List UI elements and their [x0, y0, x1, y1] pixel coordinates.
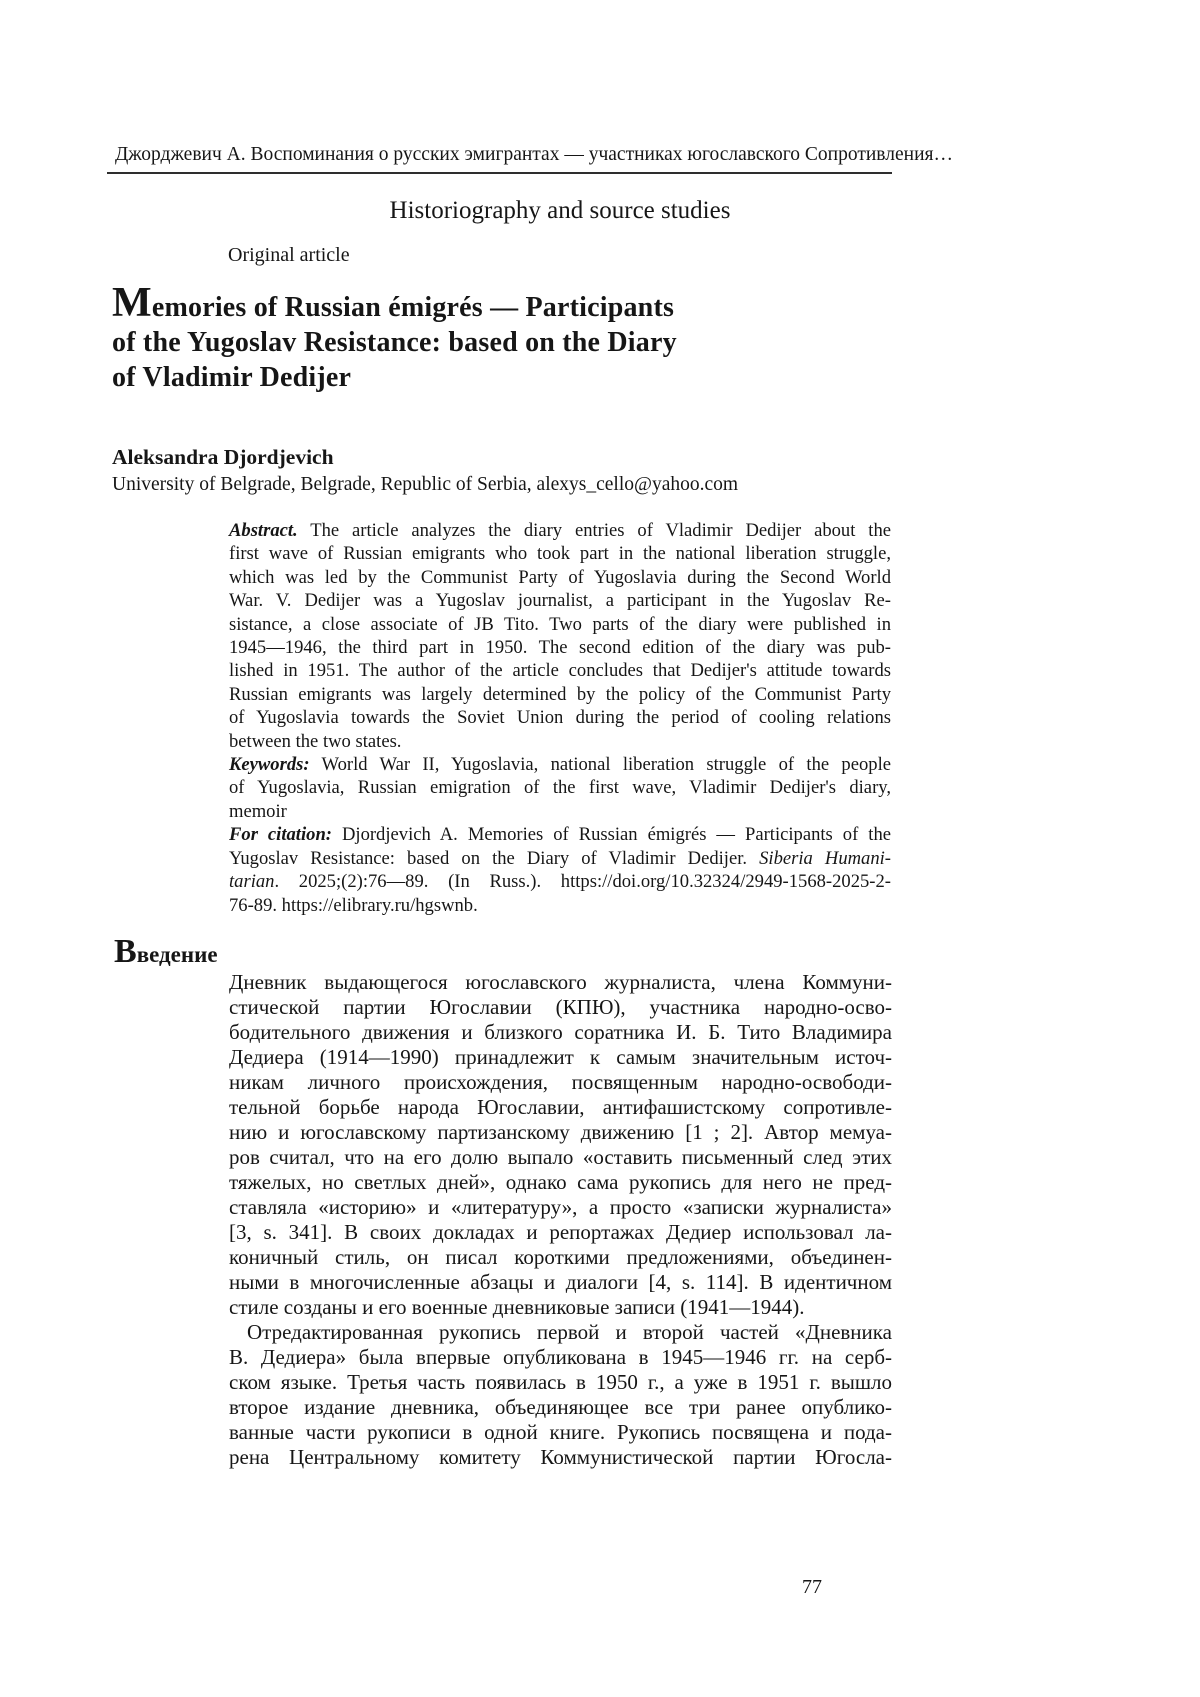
citation-paragraph [229, 823, 891, 917]
text-line: ными в многочисленные абзацы и диалоги [4, s. 114]. В идентичном [229, 1270, 892, 1294]
text-line: тельной борьбе народа Югославии, антифашистскому сопротивле- [229, 1095, 892, 1119]
section-heading: Historiography and source studies [389, 197, 731, 224]
text-line: никам личного происхождения, посвященным народно-освободи- [229, 1070, 892, 1094]
running-head [107, 144, 953, 174]
title-line: of the Yugoslav Resistance: based on the Diary [112, 327, 677, 358]
text-line: нию и югославскому партизанскому движению [1 ; 2]. Автор мемуа- [229, 1120, 892, 1144]
text-line: бодительного движения и близкого соратника И. Б. Тито Владимира [229, 1020, 892, 1044]
text-line: tarian. 2025;(2):76—89. (In Russ.). https://doi.org/10.32324/2949-1568-2025-2- [229, 871, 891, 893]
text-line: Abstract. The article analyzes the diary entries of Vladimir Dedijer about the [229, 520, 891, 541]
title-line [112, 280, 842, 326]
text-line: of Yugoslavia, Russian emigration of the first wave, Vladimir Dedijer's diary, [229, 777, 891, 799]
body-paragraph [229, 1320, 892, 1470]
author-affiliation: University of Belgrade, Belgrade, Republic of Serbia, alexys_cello@yahoo.com [112, 474, 739, 495]
text-line: [3, s. 341]. В своих докладах и репортажах Дедиер использовал ла- [229, 1220, 892, 1244]
text-line: War. V. Dedijer was a Yugoslav journalist, a participant in the Yugoslav Re- [229, 590, 891, 612]
text-line: sistance, a close associate of JB Tito. Two parts of the diary were published in [229, 613, 891, 635]
introduction-heading-text: ведение [136, 942, 218, 967]
text-line: Keywords: World War II, Yugoslavia, national liberation struggle of the people [229, 754, 891, 776]
text-line: ском языке. Третья часть появилась в 1950 г., а уже в 1951 г. вышло [229, 1370, 892, 1394]
body-paragraph [229, 970, 892, 1320]
text-line: стической партии Югославии (КПЮ), участника народно-осво- [229, 995, 892, 1019]
text-line: Дедиера (1914—1990) принадлежит к самым значительным источ- [229, 1045, 892, 1069]
introduction-drop-cap: В [114, 933, 137, 970]
introduction-section [229, 970, 892, 1470]
text-line: Отредактированная рукопись первой и второй частей «Дневника [247, 1320, 892, 1344]
text-line: memoir [229, 800, 287, 822]
text-line: of Yugoslavia towards the Soviet Union during the period of cooling relations [229, 707, 891, 729]
text-line: рена Центральному комитету Коммунистической партии Югосла- [229, 1445, 892, 1469]
page-number: 77 [802, 1576, 822, 1598]
text-line: второе издание дневника, объединяющее все три ранее опублико- [229, 1395, 892, 1419]
introduction-heading [114, 932, 218, 975]
text-line: ров считал, что на его долю выпало «оставить письменный след этих [229, 1145, 892, 1169]
text-line: Yugoslav Resistance: based on the Diary of Vladimir Dedijer. Siberia Humani- [229, 847, 891, 869]
text-line: тяжелых, но светлых дней», однако сама рукопись для него не пред- [229, 1170, 892, 1194]
text-line: between the two states. [229, 730, 402, 752]
author-name: Aleksandra Djordjevich [112, 445, 334, 469]
text-line: коничный стиль, он писал короткими предложениями, объединен- [229, 1245, 892, 1269]
text-line: 76-89. https://elibrary.ru/hgswnb. [229, 894, 478, 916]
title-line: of Vladimir Dedijer [112, 362, 352, 393]
text-line: For citation: Djordjevich A. Memories of Russian émigrés — Participants of the [229, 824, 891, 846]
text-line: ванные части рукописи в одной книге. Рукопись посвящена и пода- [229, 1420, 892, 1444]
text-line: Дневник выдающегося югославского журналиста, члена Коммуни- [229, 970, 892, 994]
text-line: lished in 1951. The author of the article concludes that Dedijer's attitude towards [229, 660, 891, 682]
keywords-paragraph [229, 753, 891, 823]
text-line: which was led by the Communist Party of Yugoslavia during the Second World [229, 566, 891, 588]
article-meta-block [229, 519, 891, 917]
text-line: ставляла «историю» и «литературу», а просто «записки журналиста» [229, 1195, 892, 1219]
text-line: first wave of Russian emigrants who took part in the national liberation struggle, [229, 543, 891, 565]
text-line: Russian emigrants was largely determined by the policy of the Communist Party [229, 683, 891, 705]
text-line: 1945—1946, the third part in 1950. The second edition of the diary was pub- [229, 637, 891, 659]
text-line: В. Дедиера» была впервые опубликована в 1945—1946 гг. на серб- [229, 1345, 892, 1369]
abstract-paragraph [229, 519, 891, 753]
text-line: стиле созданы и его военные дневниковые записи (1941—1944). [229, 1295, 805, 1319]
article-type-label: Original article [228, 244, 350, 266]
title-line-text: emories of Russian émigrés — Participants [151, 292, 675, 323]
article-title [112, 280, 842, 395]
running-head-text: Джорджевич А. Воспоминания о русских эмигрантах — участниках югославского Сопротивления… [115, 144, 953, 165]
title-drop-cap: M [112, 280, 152, 326]
